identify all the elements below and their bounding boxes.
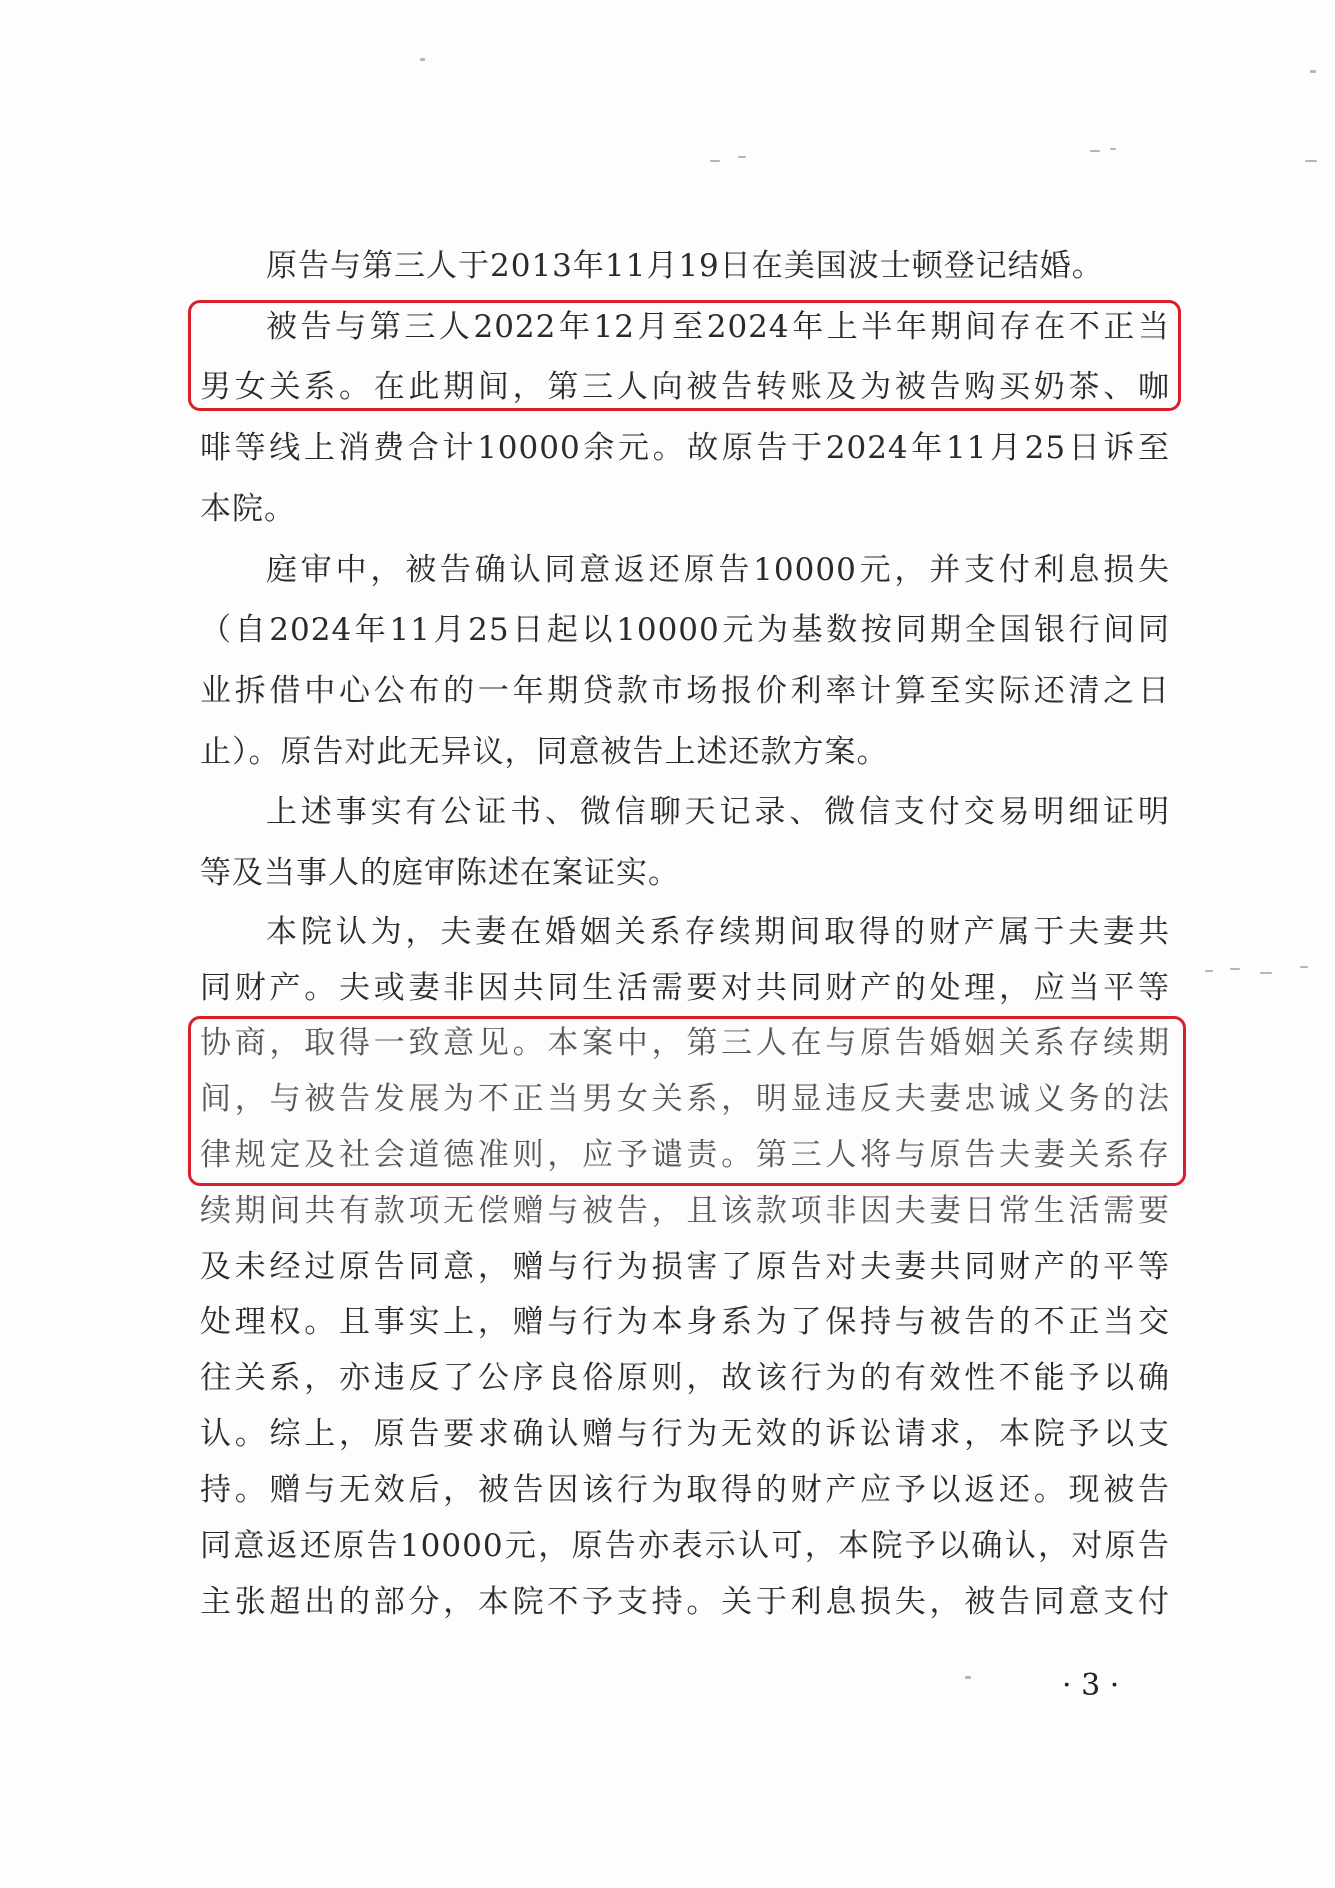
text-line: 律规定及社会道德准则，应予谴责。第三人将与原告夫妻关系存 [200,1137,1170,1173]
scan-noise [1260,972,1272,974]
text-line: 持。赠与无效后，被告因该行为取得的财产应予以返还。现被告 [200,1472,1170,1508]
text-line: 同意返还原告10000元，原告亦表示认可，本院予以确认，对原告 [200,1528,1170,1564]
scan-noise [1300,966,1308,968]
text-line: 被告与第三人2022年12月至2024年上半年期间存在不正当 [266,309,1170,345]
text-line: 续期间共有款项无偿赠与被告，且该款项非因夫妻日常生活需要 [200,1193,1170,1229]
scan-noise [965,1676,971,1679]
text-line: 男女关系。在此期间，第三人向被告转账及为被告购买奶茶、咖 [200,369,1170,405]
text-line: 间，与被告发展为不正当男女关系，明显违反夫妻忠诚义务的法 [200,1081,1170,1117]
text-line: 主张超出的部分，本院不予支持。关于利息损失，被告同意支付 [200,1584,1170,1620]
text-line: 及未经过原告同意，赠与行为损害了原告对夫妻共同财产的平等 [200,1249,1170,1285]
text-line: 等及当事人的庭审陈述在案证实。 [200,855,680,891]
scan-noise [1305,160,1317,162]
scan-noise [738,156,746,158]
scan-noise [1230,968,1240,970]
text-line: 认。综上，原告要求确认赠与行为无效的诉讼请求，本院予以支 [200,1416,1170,1452]
text-line: 业拆借中心公布的一年期贷款市场报价利率计算至实际还清之日 [200,673,1170,709]
text-line: 庭审中，被告确认同意返还原告10000元，并支付利息损失 [266,552,1170,588]
text-line: （自2024年11月25日起以10000元为基数按同期全国银行间同 [200,612,1170,648]
text-line: 协商，取得一致意见。本案中，第三人在与原告婚姻关系存续期 [200,1025,1170,1061]
text-line: 本院。 [200,491,296,527]
text-line: 止）。原告对此无异议，同意被告上述还款方案。 [200,734,889,770]
page-number: · 3 · [1062,1668,1120,1703]
text-line: 同财产。夫或妻非因共同生活需要对共同财产的处理，应当平等 [200,970,1170,1006]
scan-noise [1090,150,1100,152]
scan-noise [710,160,720,162]
text-line: 上述事实有公证书、微信聊天记录、微信支付交易明细证明 [266,794,1170,830]
text-line: 本院认为，夫妻在婚姻关系存续期间取得的财产属于夫妻共 [266,914,1170,950]
scan-noise [1310,70,1316,73]
text-line: 啡等线上消费合计10000余元。故原告于2024年11月25日诉至 [200,430,1170,466]
scan-noise [420,58,425,61]
text-line: 原告与第三人于2013年11月19日在美国波士顿登记结婚。 [266,248,1104,284]
text-line: 往关系，亦违反了公序良俗原则，故该行为的有效性不能予以确 [200,1360,1170,1396]
scan-noise [1110,148,1116,150]
text-line: 处理权。且事实上，赠与行为本身系为了保持与被告的不正当交 [200,1304,1170,1340]
scan-noise [1205,970,1213,972]
